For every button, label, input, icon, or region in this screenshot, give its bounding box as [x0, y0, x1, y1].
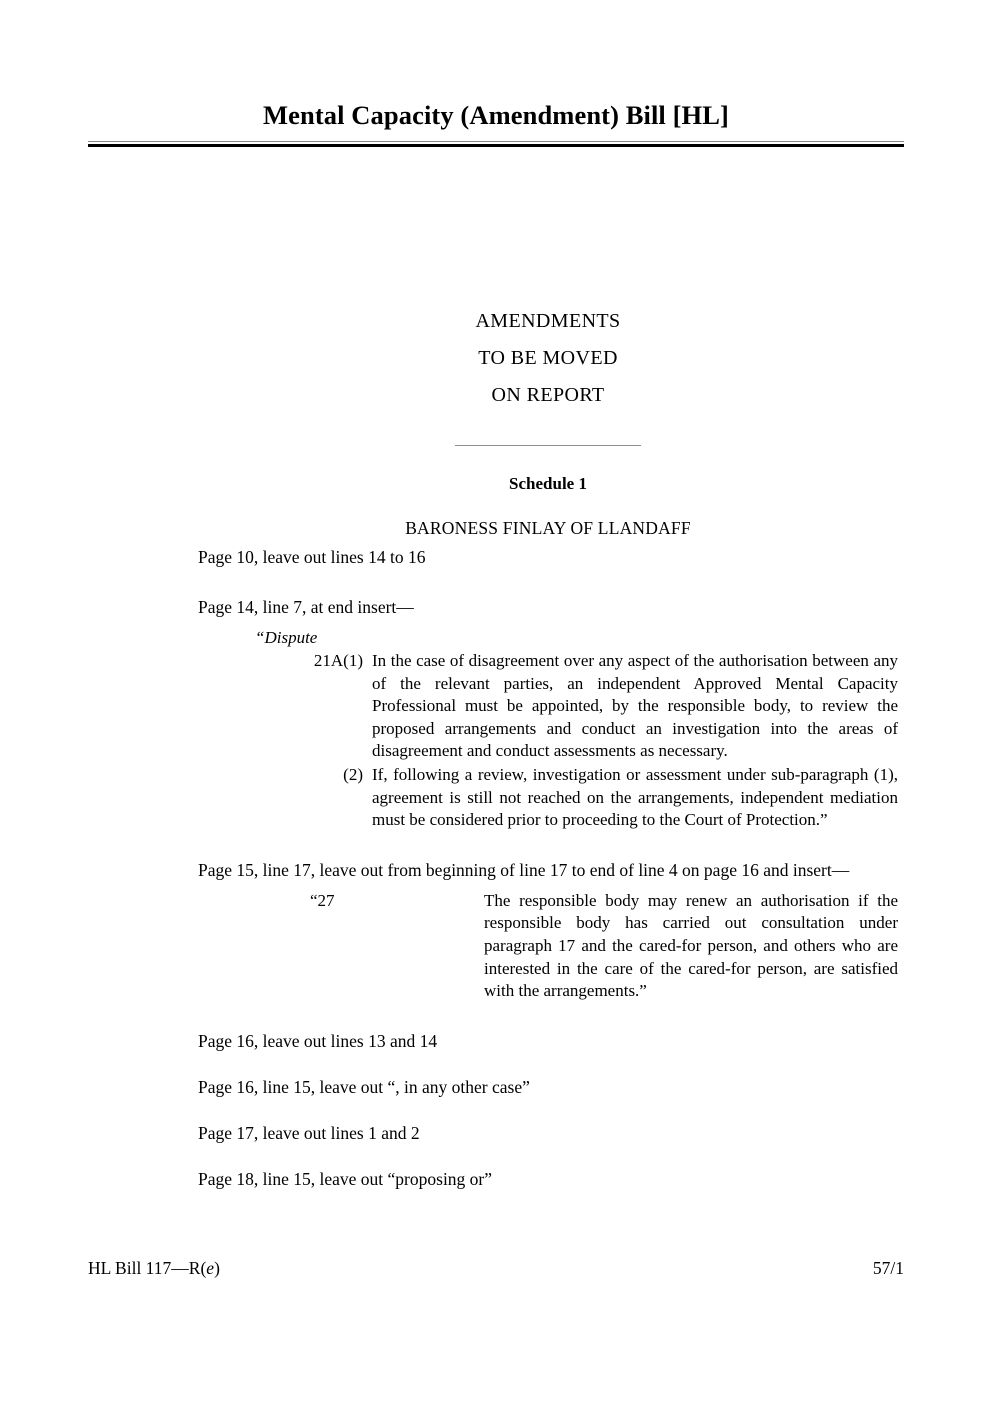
heading-divider-wrap [198, 436, 898, 454]
inserted-paragraph-27 [198, 890, 898, 1003]
spacer [198, 619, 898, 627]
paragraph-text: If, following a review, investigation or assessment under sub-paragraph (1), agreement is still not reached on the arrangements, independent mediation must be considered prior to proceeding to the Court of Protection.” [372, 764, 898, 830]
amendment-page-14: Page 14, line 7, at end insert— [198, 597, 414, 617]
heading-amendments: AMENDMENTS [475, 310, 621, 332]
paragraph-marker: “27 [310, 890, 335, 910]
amendment-page-18: Page 18, line 15, leave out “proposing or” [198, 1168, 493, 1189]
amendment-page-15: Page 15, line 17, leave out from beginning of line 17 to end of line 4 on page 16 and insert— [198, 859, 850, 880]
bill-reference-italic: e [206, 1258, 215, 1278]
bill-reference-prefix: HL Bill 117—R( [88, 1258, 207, 1278]
paragraph-text: The responsible body may renew an authorisation if the responsible body has carried out consultation under paragraph 17 and the cared-for person, and others who are interested in the care of the cared-for person, are satisfied with the arrangements.” [484, 890, 898, 1001]
inserted-text-block-2 [198, 890, 898, 1003]
heading-to-be-moved: TO BE MOVED [478, 347, 618, 369]
paragraph-text: In the case of disagreement over any aspect of the authorisation between any of the relevant parties, an independent Approved Mental Capacity Professional must be appointed, by the responsible body, to review the proposed arrangements and conduct an investigation into the areas of disagreement and conduct assessments as necessary. [372, 651, 898, 761]
inserted-paragraph-2 [198, 764, 898, 832]
amendment-page-17: Page 17, leave out lines 1 and 2 [198, 1122, 420, 1143]
paragraph-marker: (2) [343, 764, 363, 784]
inserted-text-block-1 [198, 627, 898, 832]
spacer [198, 1099, 898, 1122]
title-rule-thin [88, 141, 904, 142]
spacer [198, 882, 898, 890]
title-rule-thick [88, 144, 904, 147]
amendment-page-10: Page 10, leave out lines 14 to 16 [198, 547, 426, 567]
spacer [198, 832, 898, 859]
amendment-page-16-lines: Page 16, leave out lines 13 and 14 [198, 1030, 438, 1051]
spacer [198, 1003, 898, 1030]
heading-on-report: ON REPORT [491, 384, 605, 406]
amendments-body [198, 546, 898, 1191]
inserted-paragraph-21A-1 [198, 650, 898, 763]
page-title: Mental Capacity (Amendment) Bill [HL] [263, 100, 729, 130]
title-block [88, 100, 904, 147]
page-number: 57/1 [872, 1258, 904, 1278]
spacer [198, 1145, 898, 1168]
spacer [198, 569, 898, 596]
amendment-page-16-line-15: Page 16, line 15, leave out “, in any other case” [198, 1076, 530, 1097]
schedule-title: Schedule 1 [509, 474, 587, 493]
heading-stack [198, 303, 898, 454]
paragraph-marker: 21A(1) [313, 651, 363, 670]
heading-divider [455, 445, 641, 446]
spacer [198, 1053, 898, 1076]
bill-reference-suffix: ) [214, 1258, 220, 1278]
sponsor-name: BARONESS FINLAY OF LLANDAFF [405, 518, 691, 538]
bill-reference [88, 1258, 220, 1279]
inserted-heading-dispute: “Dispute [255, 628, 318, 647]
page-footer [88, 1258, 904, 1279]
